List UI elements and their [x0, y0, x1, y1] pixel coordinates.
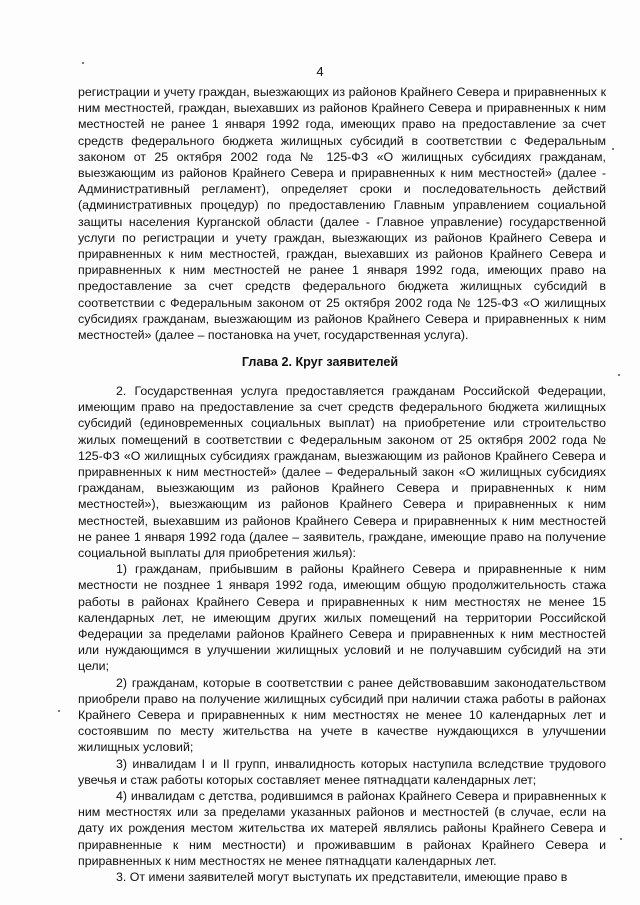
scan-speck	[58, 710, 60, 712]
page-number: 4	[316, 64, 324, 79]
paragraph-2: 2. Государственная услуга предоставляется гражданам Российской Федерации, имеющим право на предоставление за счет средств федерального бюджета жилищных субсидий (единовременных социальных выплат) на приобретение или строительство жилых помещений в соответствии с Федеральным законом от 25 октября 2002 года № 125-ФЗ «О жилищных субсидиях гражданам, выезжающим из районов Крайнего Севера и приравненных к ним местностей» (далее – Федеральный закон «О жилищных субсидиях гражданам, выезжающим из районов Крайнего Севера и приравненных к ним местностей»), выезжающим из районов Крайнего Севера и приравненных к ним местностей, выехавшим из районов Крайнего Севера и приравненных к ним местностей не ранее 1 января 1992 года (далее – заявитель, граждане, имеющие право на получение социальной выплаты для приобретения жилья):	[78, 384, 606, 561]
list-item-2: 2) гражданам, которые в соответствии с ранее действовавшим законодательством приобрели право на получение жилищных субсидий при наличии стажа работы в районах Крайнего Севера и приравненных к ним местностях не менее 10 календарных лет и состоявшим по месту жительства на учете в качестве нуждающихся в улучшении жилищных условий;	[78, 675, 606, 755]
scan-speck	[82, 62, 84, 64]
scan-speck	[618, 374, 620, 376]
list-item-1: 1) гражданам, прибывшим в районы Крайнего Севера и приравненные к ним местности не позднее 1 января 1992 года, имеющим общую продолжительность стажа работы в районах Крайнего Севера и приравненных к ним местностях не менее 15 календарных лет, не имеющим других жилых помещений на территории Российской Федерации за пределами районов Крайнего Севера и приравненных к ним местностей или нуждающимся в улучшении жилищных условий и не получавшим субсидий на эти цели;	[78, 562, 606, 674]
intro-paragraph: регистрации и учету граждан, выезжающих из районов Крайнего Севера и приравненных к ним местностей, граждан, выехавших из районов Крайнего Севера и приравненных к ним местностей не ранее 1 января 1992 года, имеющих право на предоставление за счет средств федерального бюджета жилищных субсидий в соответствии с Федеральным законом от 25 октября 2002 года № 125-ФЗ «О жилищных субсидиях гражданам, выезжающим из районов Крайнего Севера и приравненных к ним местностей» (далее - Административный регламент), определяет сроки и последовательность действий (административных процедур) по предоставлению Главным управлением социальной защиты населения Курганской области (далее - Главное управление) государственной услуги по регистрации и учету граждан, выезжающих из районов Крайнего Севера и приравненных к ним местностей, граждан, выехавших из районов Крайнего Севера и приравненных к ним местностей не ранее 1 января 1992 года, имеющих право на предоставление за счет средств федерального бюджета жилищных субсидий в соответствии с Федеральным законом от 25 октября 2002 года № 125-ФЗ «О жилищных субсидиях гражданам, выезжающим из районов Крайнего Севера и приравненных к ним местностей» (далее – постановка на учет, государственная услуга).	[78, 85, 606, 343]
scan-speck	[620, 838, 622, 840]
scan-speck	[612, 148, 614, 150]
chapter-body	[78, 383, 606, 885]
chapter-heading: Глава 2. Круг заявителей	[241, 355, 399, 369]
paragraph-3: 3. От имени заявителей могут выступать их представители, имеющие право в	[116, 870, 568, 885]
list-item-3: 3) инвалидам I и II групп, инвалидность которых наступила вследствие трудового увечья и стаж работы которых составляет менее пятнадцати календарных лет;	[78, 756, 606, 787]
list-item-4: 4) инвалидам с детства, родившимся в районах Крайнего Севера и приравненных к ним местностях или за пределами указанных районов и местностей (в случае, если на дату их рождения местом жительства их матерей являлись районы Крайнего Севера и приравненные к ним местности) и проживавшим в районах Крайнего Севера и приравненных к ним местностях не менее пятнадцати календарных лет.	[78, 789, 606, 868]
intro-paragraph-block	[78, 84, 606, 343]
